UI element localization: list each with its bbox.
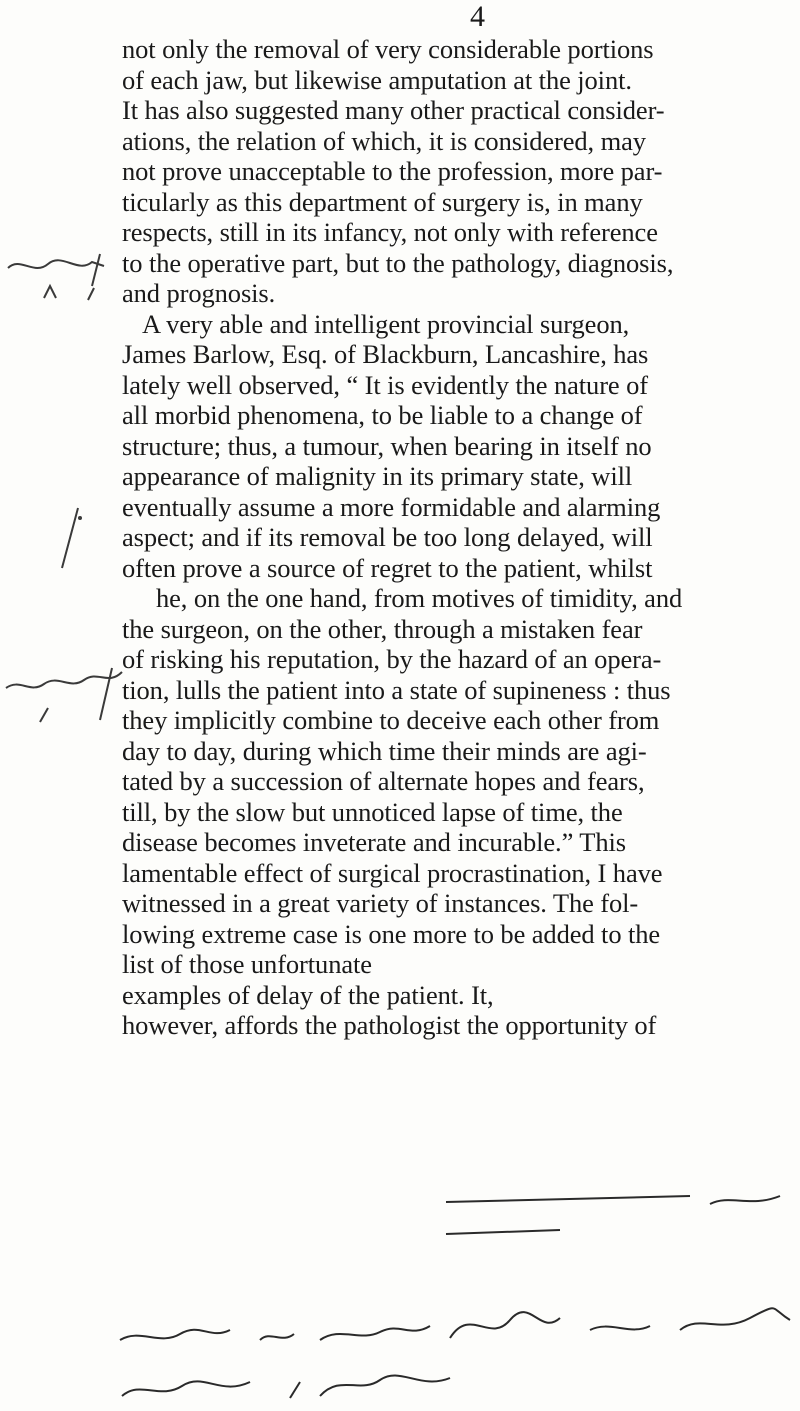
text-line: list of those unfortunate bbox=[122, 949, 372, 979]
text-line: disease becomes inveterate and incurable.” This bbox=[122, 827, 626, 857]
text-line: James Barlow, Esq. of Blackburn, Lancashire, has bbox=[122, 339, 649, 369]
text-line: It has also suggested many other practical consider- bbox=[122, 95, 665, 125]
text-line: he, on the one hand, from motives of timidity, and bbox=[156, 583, 683, 613]
margin-proof-mark bbox=[0, 660, 140, 730]
text-line: A very able and intelligent provincial surgeon, bbox=[142, 308, 630, 339]
handwritten-annotation bbox=[110, 1300, 800, 1410]
text-line: examples of delay of the patient. It, bbox=[122, 979, 494, 1010]
text-line: to the operative part, but to the pathology, diagnosis, bbox=[122, 247, 674, 278]
text-line: eventually assume a more formidable and alarming bbox=[122, 491, 661, 522]
text-line: till, by the slow but unnoticed lapse of time, the bbox=[122, 796, 623, 827]
text-line: appearance of malignity in its primary state, will bbox=[122, 461, 633, 491]
body-text bbox=[122, 34, 800, 1041]
struck-text-mark bbox=[440, 1180, 800, 1250]
text-line: structure; thus, a tumour, when bearing in itself no bbox=[122, 430, 652, 461]
page-number: 4 bbox=[470, 0, 485, 33]
text-line: of risking his reputation, by the hazard of an opera- bbox=[122, 644, 662, 674]
text-line: and prognosis. bbox=[122, 278, 276, 308]
text-line: ations, the relation of which, it is considered, may bbox=[122, 125, 646, 156]
text-line: not only the removal of very considerable portions bbox=[122, 34, 654, 64]
text-line: of each jaw, but likewise amputation at the joint. bbox=[122, 64, 632, 95]
margin-proof-mark bbox=[0, 246, 120, 306]
text-line: witnessed in a great variety of instances. The fol- bbox=[122, 888, 639, 918]
margin-proof-mark bbox=[50, 504, 90, 574]
text-line: lately well observed, “ It is evidently the nature of bbox=[122, 369, 648, 400]
text-line: ticularly as this department of surgery is, in many bbox=[122, 186, 643, 217]
text-line: tion, lulls the patient into a state of supineness : thus bbox=[122, 674, 671, 705]
text-line: lowing extreme case is one more to be added to the bbox=[122, 918, 661, 949]
text-line: aspect; and if its removal be too long delayed, will bbox=[122, 522, 653, 552]
text-line: day to day, during which time their minds are agi- bbox=[122, 735, 647, 766]
text-line: tated by a succession of alternate hopes and fears, bbox=[122, 766, 645, 796]
text-line: often prove a source of regret to the patient, whilst bbox=[122, 552, 653, 583]
text-line: however, affords the pathologist the opportunity of bbox=[122, 1010, 657, 1040]
text-line: the surgeon, on the other, through a mistaken fear bbox=[122, 613, 643, 644]
text-line: they implicitly combine to deceive each other from bbox=[122, 705, 660, 735]
text-line: respects, still in its infancy, not only with reference bbox=[122, 217, 658, 247]
text-line: not prove unacceptable to the profession, more par- bbox=[122, 156, 663, 186]
text-line: all morbid phenomena, to be liable to a change of bbox=[122, 400, 643, 430]
text-line: lamentable effect of surgical procrastination, I have bbox=[122, 857, 663, 888]
